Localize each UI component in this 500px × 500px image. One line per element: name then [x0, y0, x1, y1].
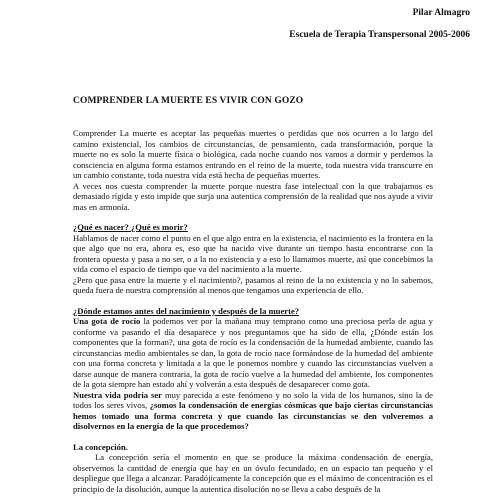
section-heading-3: La concepción. [73, 441, 128, 452]
section2-paragraph-2: Nuestra vida podría ser muy parecida a este fenómeno y no solo la vida de los humanos, sino la de todos los seres vivos, ¿somos la condensación de energías cósmicas que bajo ciertas circunstancias hemos tomado una forma concreta y que cuando las circunstancias se den volveremos a disolvernos en la energía de la que procedemos? [73, 389, 434, 431]
cosmic-question: ¿somos la condensación de energías cósmicas que bajo ciertas circunstancias hemos tomado una forma concreta y que cuando las circunstancias se den volveremos a disolvernos en la energía de la que procedemos? [73, 400, 434, 431]
author-name: Pilar Almagro [412, 8, 470, 18]
section1-paragraph-1: Hablamos de nacer como el punto en el que algo entra en la existencia, el nacimiento es la frontera en la que algo que no era, ahora es, eso que ha nacido vive durante un tiempo hasta encontrarse con la frontera opuesta y pasa a no ser, o a la no existencia y a eso lo llamamos muerte, así que concebimos la vida como el espacio de tiempo que va del nacimiento a la muerte. [73, 232, 433, 274]
document-body [73, 128, 433, 494]
document-title: COMPRENDER LA MUERTE ES VIVIR CON GOZO [73, 96, 304, 106]
section2-paragraph-1: Una gota de rocío la podemos ver por la mañana muy temprano como una preciosa perla de agua y conforme va pasando el día desaparece y nos preguntamos que ha sido de ella, ¿Dónde están los componentes que la forman?, una gota de rocío es la condensación de la humedad ambiente, cuando las circunstancias medio ambientales se dan, la gota de rocío nace formándose de la humedad del ambiente con una forma concreta y limitada a la que le ponemos nombre y cuando las circunstancias vuelven a darse aunque de manera contraria, la gota de rocío vuelve a la humedad del ambiente, los componentes de la gota siempre han estado ahí y volverán a esta después de desaparecer como gota. [73, 316, 433, 389]
section-heading-2: ¿Dónde estamos antes del nacimiento y después de la muerte? [73, 305, 300, 316]
lead-dew-drop: Una gota de rocío [73, 316, 141, 326]
lead-our-life: Nuestra vida podría ser [73, 389, 162, 400]
school-line: Escuela de Terapia Transpersonal 2005-2006 [289, 30, 470, 40]
intro-paragraph-2: A veces nos cuesta comprender la muerte porque nuestra fase intelectual con la que trabajamos es demasiado rígida y esto impide que surja una autentica comprensión de la realidad que nos ayude a vivir mas en armonía. [73, 180, 433, 212]
section3-paragraph-1: La concepción sería el momento en que se produce la máxima condensación de energía, observemos la cantidad de energía que hay en un óvulo fecundado, en un espacio tan pequeño y el despliegue que llega a alcanzar. Paradójicamente la concepción que es el máximo de concentración es el principio de la disolución, aunque la autentica disolución no se lleva a cabo después de la [73, 452, 433, 494]
section-heading-1: ¿Qué es nacer? ¿Qué es morir? [73, 222, 188, 232]
intro-paragraph-1: Comprender La muerte es aceptar las pequeñas muertes o perdidas que nos ocurren a lo largo del camino existencial, los cambios de circunstancias, de pensamiento, cada transformación, porque la muerte no es solo la muerte física o biológica, cada noche cuando nos vamos a dormir y perdemos la consciencia en alguna forma estamos entrando en el reino de la muerte, toda nuestra vida transcurre en un cambio constante, toda nuestra vida está hecha de pequeñas muertes. [73, 128, 433, 180]
section1-paragraph-2: ¿Pero que pasa entre la muerte y el nacimiento?, pasamos al reino de la no existencia y no lo sabemos, queda fuera de nuestra comprensión al menos que tengamos una experiencia de ello. [73, 274, 433, 295]
